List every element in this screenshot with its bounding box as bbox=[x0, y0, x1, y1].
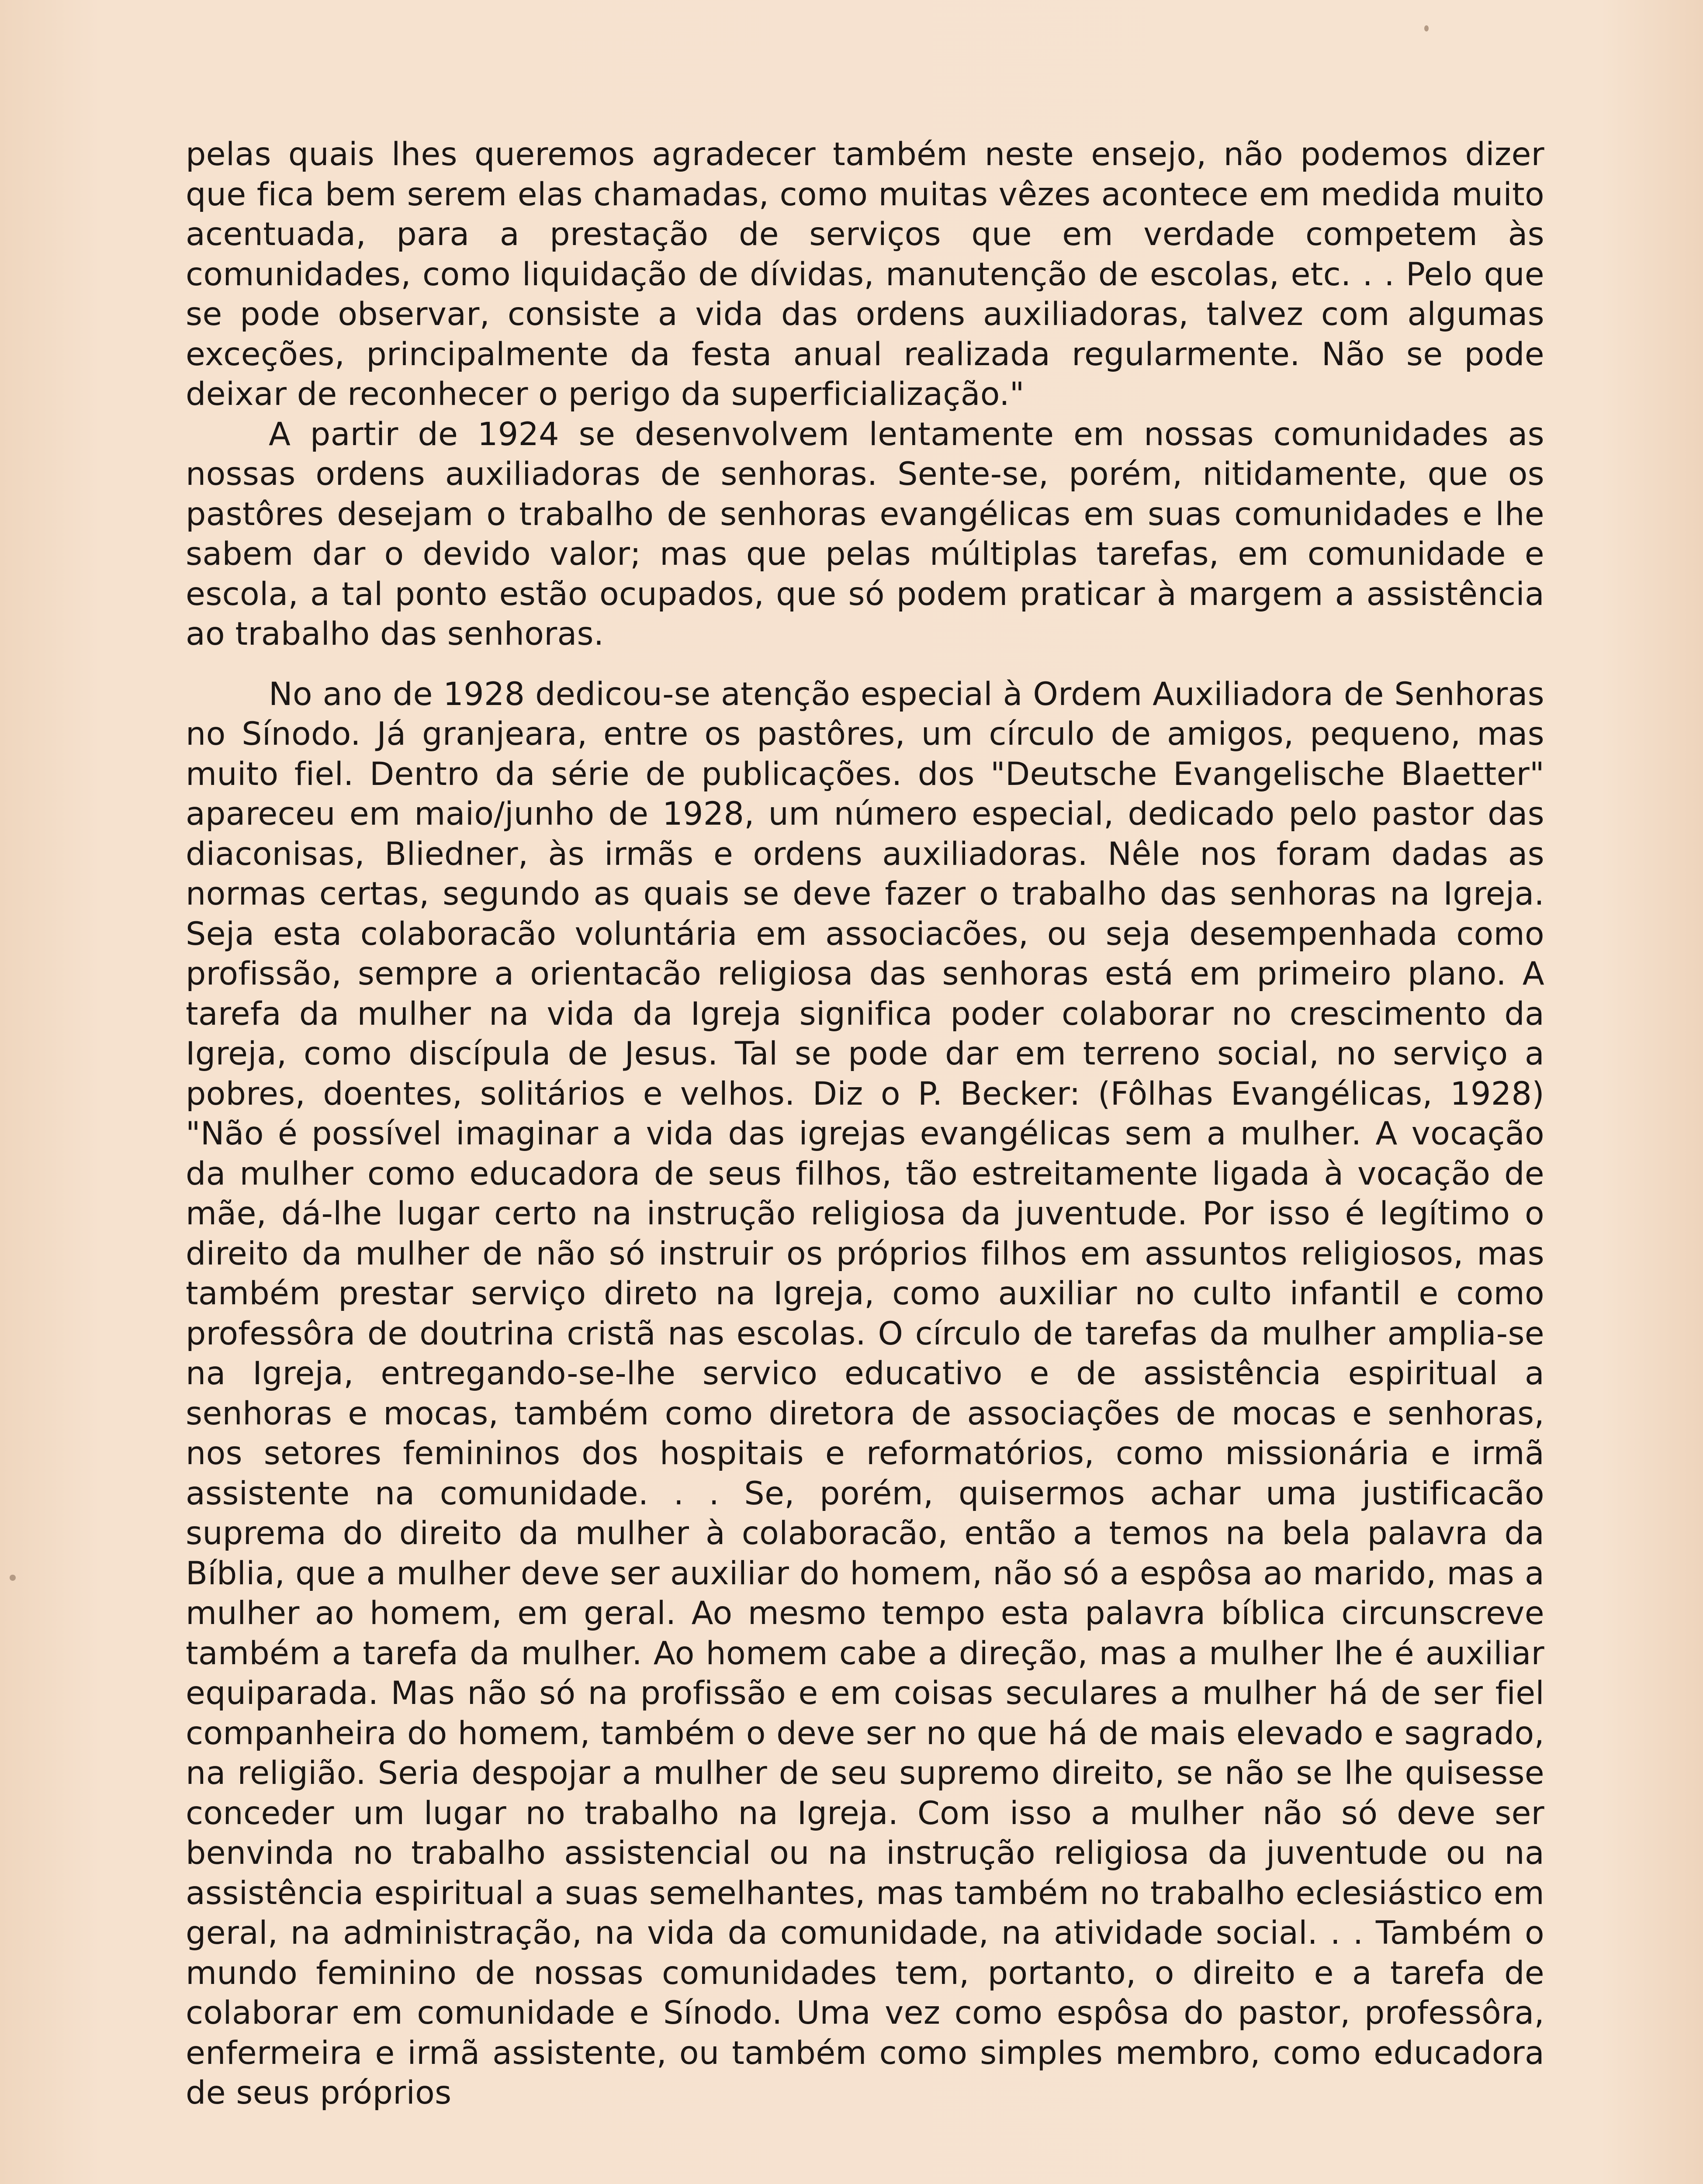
paragraph-1924: A partir de 1924 se desenvolvem lentamente em nossas comunidades as nossas ordens auxiliadoras de senhoras. Sente-se, porém, nitidamente, que os pastôres desejam o trabalho de senhoras evangélicas em suas comunidades e lhe sabem dar o devido valor; mas que pelas múltiplas tarefas, em comunidade e escola, a tal ponto estão ocupados, que só podem praticar à margem a assistência ao trabalho das senhoras. bbox=[186, 415, 1544, 653]
paper-speck bbox=[1424, 25, 1429, 31]
document-body bbox=[186, 135, 1544, 2113]
paper-speck bbox=[10, 1575, 16, 1581]
paragraph-continuation: pelas quais lhes queremos agradecer também neste ensejo, não podemos dizer que fica bem serem elas chamadas, como muitas vêzes acontece em medida muito acentuada, para a prestação de serviços que em verdade competem às comunidades, como liquidação de dívidas, manutenção de escolas, etc. . . Pelo que se pode observar, consiste a vida das ordens auxiliadoras, talvez com algumas exceções, principalmente da festa anual realizada regularmente. Não se pode deixar de reconhecer o perigo da superficialização." bbox=[186, 136, 1544, 413]
paragraph-1928: No ano de 1928 dedicou-se atenção especial à Ordem Auxiliadora de Senhoras no Sínodo. Já granjeara, entre os pastôres, um círculo de amigos, pequeno, mas muito fiel. Dentro da série de publicações. dos "Deutsche Evangelische Blaetter" apareceu em maio/junho de 1928, um número especial, dedicado pelo pastor das diaconisas, Bliedner, às irmãs e ordens auxiliadoras. Nêle nos foram dadas as normas certas, segundo as quais se deve fazer o trabalho das senhoras na Igreja. Seja esta colaboracão voluntária em associacões, ou seja desempenhada como profissão, sempre a orientacão religiosa das senhoras está em primeiro plano. A tarefa da mulher na vida da Igreja significa poder colaborar no crescimento da Igreja, como discípula de Jesus. Tal se pode dar em terreno social, no serviço a pobres, doentes, solitários e velhos. Diz o P. Becker: (Fôlhas Evangélicas, 1928) "Não é possível imaginar a vida das igrejas evangélicas sem a mulher. A vocação da mulher como educadora de seus filhos, tão estreitamente ligada à vocação de mãe, dá-lhe lugar certo na instrução religiosa da juventude. Por isso é legítimo o direito da mulher de não só instruir os próprios filhos em assuntos religiosos, mas também prestar serviço direto na Igreja, como auxiliar no culto infantil e como professôra de doutrina cristã nas escolas. O círculo de tarefas da mulher amplia-se na Igreja, entregando-se-lhe servico educativo e de assistência espiritual a senhoras e mocas, também como diretora de associações de mocas e senhoras, nos setores femininos dos hospitais e reformatórios, como missionária e irmã assistente na comunidade. . . Se, porém, quisermos achar uma justificacão suprema do direito da mulher à colaboracão, então a temos na bela palavra da Bíblia, que a mulher deve ser auxiliar do homem, não só a espôsa ao marido, mas a mulher ao homem, em geral. Ao mesmo tempo esta palavra bíblica circunscreve também a tarefa da mulher. Ao homem cabe a direção, mas a mulher lhe é auxiliar equiparada. Mas não só na profissão e em coisas seculares a mulher há de ser fiel companheira do homem, também o deve ser no que há de mais elevado e sagrado, na religião. Seria despojar a mulher de seu supremo direito, se não se lhe quisesse conceder um lugar no trabalho na Igreja. Com isso a mulher não só deve ser benvinda no trabalho assistencial ou na instrução religiosa da juventude ou na assistência espiritual a suas semelhantes, mas também no trabalho eclesiástico em geral, na administração, na vida da comunidade, na atividade social. . . Também o mundo feminino de nossas comunidades tem, portanto, o direito e a tarefa de colaborar em comunidade e Sínodo. Uma vez como espôsa do pastor, professôra, enfermeira e irmã assistente, ou também como simples membro, como educadora de seus próprios bbox=[186, 675, 1544, 2111]
